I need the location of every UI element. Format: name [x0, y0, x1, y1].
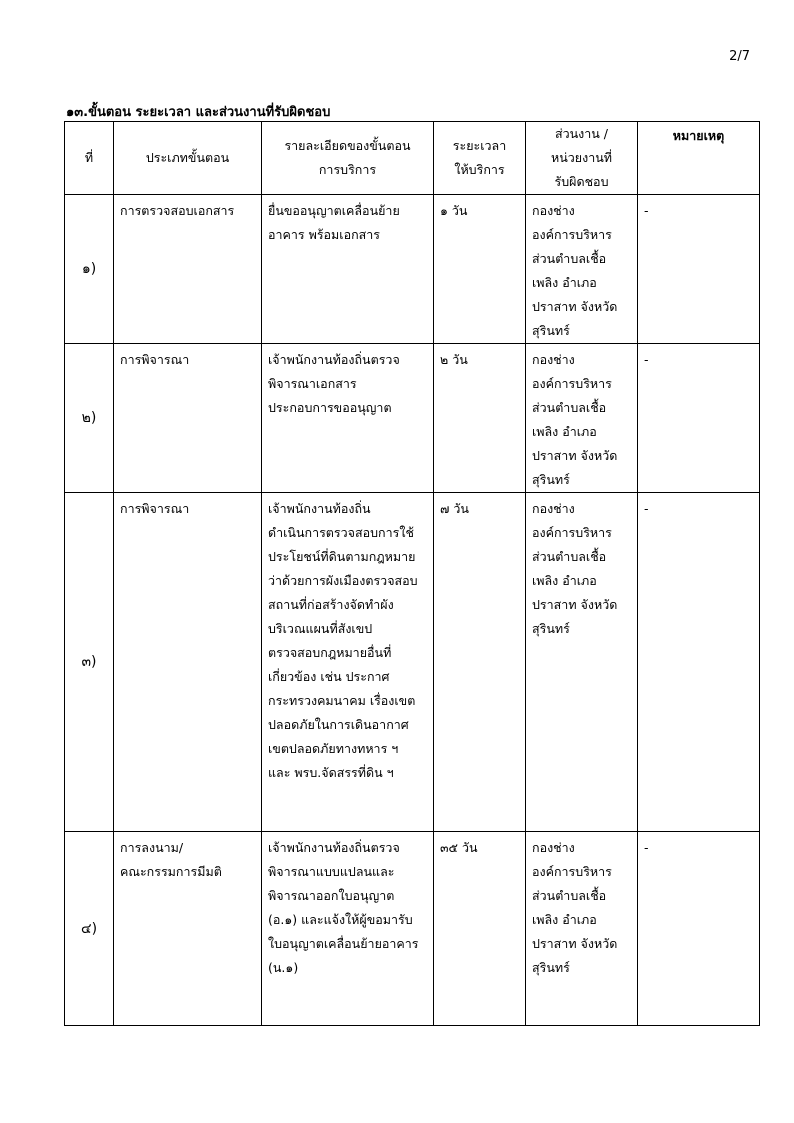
header-step-type: ประเภทขั้นตอน — [114, 122, 262, 195]
row-step-type: การพิจารณา — [114, 493, 262, 832]
row-duration: ๗ วัน — [434, 493, 526, 832]
row-step-type: การลงนาม/ คณะกรรมการมีมติ — [114, 832, 262, 1026]
page-number: 2/7 — [729, 49, 750, 64]
section-title: ๑๓.ขั้นตอน ระยะเวลา และส่วนงานที่รับผิดชอบ — [66, 105, 331, 120]
header-details: รายละเอียดของขั้นตอน การบริการ — [262, 122, 434, 195]
row-number: ๑) — [65, 195, 114, 344]
header-unit: ส่วนงาน / หน่วยงานที่ รับผิดชอบ — [526, 122, 638, 195]
table-header-row — [65, 122, 760, 195]
table-row — [65, 344, 760, 493]
row-details: เจ้าพนักงานท้องถิ่นตรวจ พิจารณาแบบแปลนและ พิจารณาออกใบอนุญาต (อ.๑) และแจ้งให้ผู้ขอมารับ ใบอนุญาตเคลื่อนย้ายอาคาร (น.๑) — [262, 832, 434, 1026]
row-number: ๒) — [65, 344, 114, 493]
steps-table — [64, 121, 760, 1026]
row-step-type: การตรวจสอบเอกสาร — [114, 195, 262, 344]
row-details: เจ้าพนักงานท้องถิ่นตรวจ พิจารณาเอกสาร ประกอบการขออนุญาต — [262, 344, 434, 493]
row-details: ยื่นขออนุญาตเคลื่อนย้าย อาคาร พร้อมเอกสาร — [262, 195, 434, 344]
row-unit: กองช่าง องค์การบริหาร ส่วนตำบลเชื้อ เพลิง อำเภอ ปราสาท จังหวัด สุรินทร์ — [526, 493, 638, 832]
table-row — [65, 832, 760, 1026]
row-remark: - — [638, 344, 760, 493]
row-unit: กองช่าง องค์การบริหาร ส่วนตำบลเชื้อ เพลิง อำเภอ ปราสาท จังหวัด สุรินทร์ — [526, 344, 638, 493]
row-details: เจ้าพนักงานท้องถิ่น ดำเนินการตรวจสอบการใช้ ประโยชน์ที่ดินตามกฎหมาย ว่าด้วยการผังเมืองตรวจสอบ สถานที่ก่อสร้างจัดทำผัง บริเวณแผนที่สังเขป ตรวจสอบกฎหมายอื่นที่ เกี่ยวข้อง เช่น ประกาศ กระทรวงคมนาคม เรื่องเขต ปลอดภัยในการเดินอากาศ เขตปลอดภัยทางทหาร ฯ และ พรบ.จัดสรรที่ดิน ฯ — [262, 493, 434, 832]
row-remark: - — [638, 493, 760, 832]
header-duration: ระยะเวลา ให้บริการ — [434, 122, 526, 195]
row-duration: ๑ วัน — [434, 195, 526, 344]
header-remark: หมายเหตุ — [638, 122, 760, 195]
row-number: ๔) — [65, 832, 114, 1026]
row-unit: กองช่าง องค์การบริหาร ส่วนตำบลเชื้อ เพลิง อำเภอ ปราสาท จังหวัด สุรินทร์ — [526, 832, 638, 1026]
table-row — [65, 195, 760, 344]
row-unit: กองช่าง องค์การบริหาร ส่วนตำบลเชื้อ เพลิง อำเภอ ปราสาท จังหวัด สุรินทร์ — [526, 195, 638, 344]
header-no: ที่ — [65, 122, 114, 195]
row-remark: - — [638, 195, 760, 344]
row-remark: - — [638, 832, 760, 1026]
table-row — [65, 493, 760, 832]
row-number: ๓) — [65, 493, 114, 832]
row-duration: ๒ วัน — [434, 344, 526, 493]
row-duration: ๓๕ วัน — [434, 832, 526, 1026]
row-step-type: การพิจารณา — [114, 344, 262, 493]
